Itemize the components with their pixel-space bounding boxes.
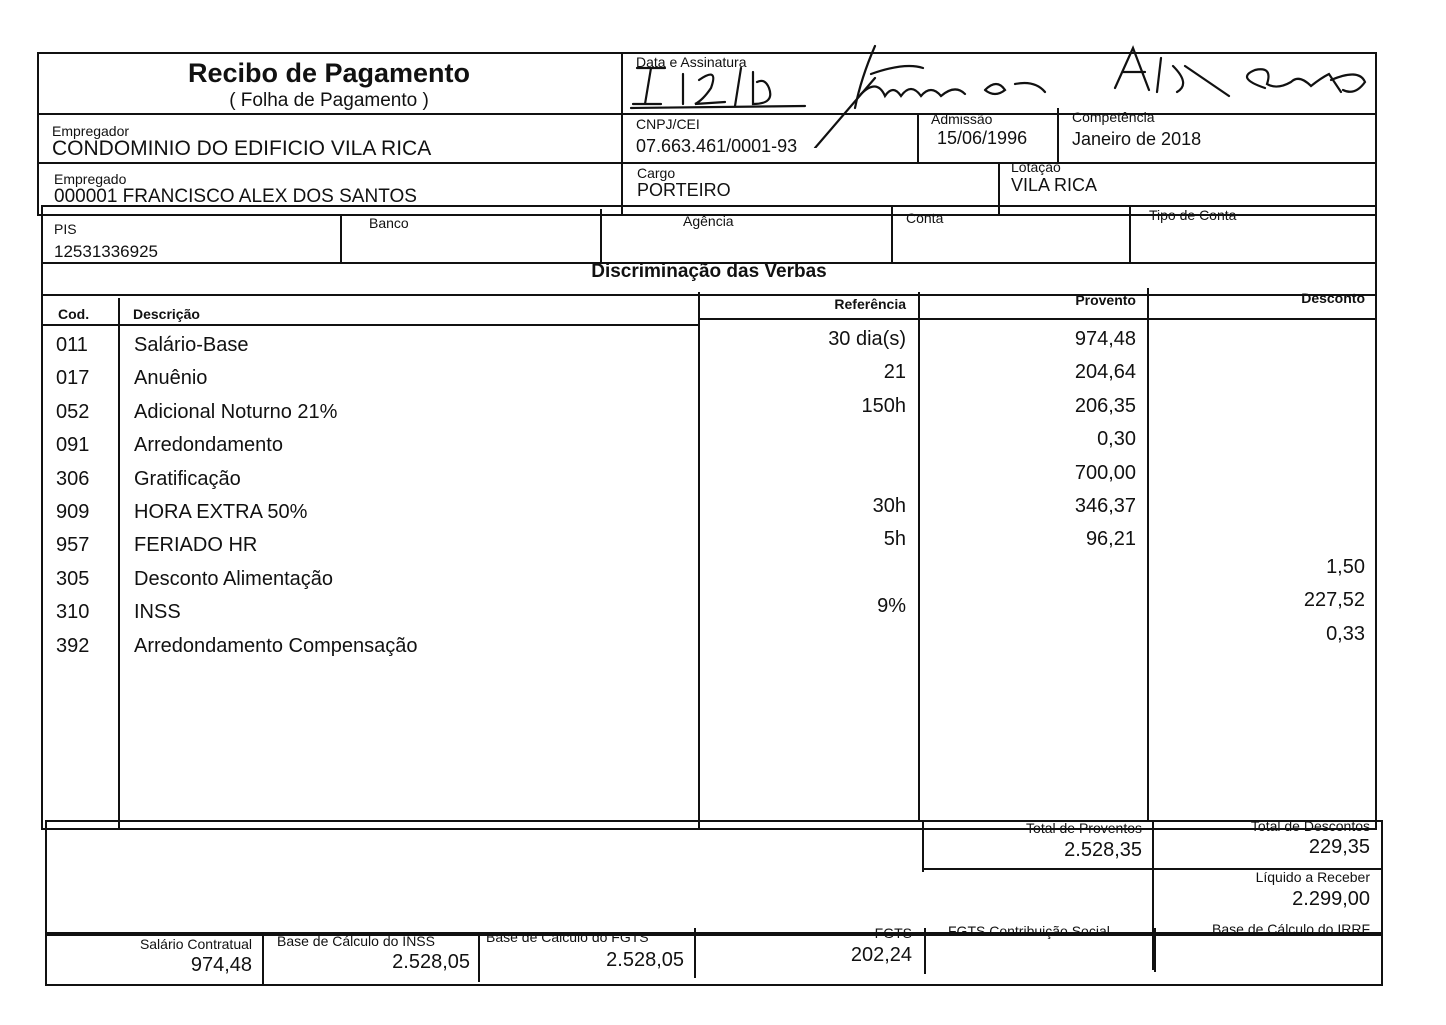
cargo-label: Cargo (637, 165, 676, 181)
row-cod: 091 (56, 434, 90, 456)
section-title: Discriminação das Verbas (591, 261, 827, 282)
row-cod: 392 (56, 635, 90, 657)
row-cod: 052 (56, 401, 90, 423)
row-cod: 011 (56, 334, 88, 356)
signature-label: Data e Assinatura (636, 54, 747, 70)
liquido-value: 2.299,00 (1292, 888, 1370, 910)
base-irrf-label: Base de Cálculo do IRRF (1212, 921, 1370, 937)
tipo-conta-label: Tipo de Conta (1149, 207, 1237, 223)
liquido-label: Líquido a Receber (1255, 869, 1370, 885)
row-descricao: Gratificação (134, 468, 241, 490)
agencia-label: Agência (683, 213, 734, 229)
row-desconto: 0,33 (1326, 623, 1365, 645)
total-descontos-value: 229,35 (1308, 836, 1370, 858)
col-cod: Cod. (58, 306, 90, 322)
salario-value: 974,48 (190, 954, 252, 976)
base-inss-value: 2.528,05 (392, 951, 470, 973)
row-referencia: 30 dia(s) (828, 328, 906, 350)
row-descricao: INSS (134, 601, 181, 623)
total-proventos-label: Total de Proventos (1026, 820, 1142, 836)
divider (924, 928, 926, 974)
row-descricao: Desconto Alimentação (134, 568, 334, 590)
divider (891, 207, 893, 264)
competencia-label: Competência (1072, 109, 1155, 125)
row-cod: 957 (56, 534, 90, 556)
row-provento: 700,00 (1074, 462, 1136, 484)
total-descontos-label: Total de Descontos (1250, 818, 1370, 834)
lotacao-value: VILA RICA (1011, 175, 1098, 195)
divider (621, 52, 623, 216)
row-provento: 974,48 (1074, 328, 1136, 350)
row-descricao: Anuênio (134, 367, 208, 389)
employer-label: Empregador (52, 123, 130, 139)
row-provento: 0,30 (1097, 428, 1136, 450)
total-proventos-value: 2.528,35 (1064, 839, 1142, 861)
row-desconto: 227,52 (1303, 589, 1365, 611)
row-descricao: Adicional Noturno 21% (134, 401, 338, 423)
employee-value: 000001 FRANCISCO ALEX DOS SANTOS (54, 186, 417, 207)
row-provento: 206,35 (1074, 395, 1136, 417)
fgts-label: FGTS (874, 925, 912, 941)
row-cod: 909 (56, 501, 90, 523)
row-desconto: 1,50 (1326, 556, 1365, 578)
row-descricao: FERIADO HR (134, 534, 258, 556)
col-descricao: Descrição (133, 306, 200, 322)
divider (478, 932, 480, 982)
divider (1147, 288, 1149, 822)
admissao-value: 15/06/1996 (937, 128, 1028, 148)
cnpj-value: 07.663.461/0001-93 (636, 136, 798, 156)
employer-value: CONDOMINIO DO EDIFICIO VILA RICA (52, 137, 432, 160)
pis-label: PIS (54, 221, 77, 237)
cnpj-label: CNPJ/CEI (636, 116, 700, 132)
employee-label: Empregado (54, 171, 127, 187)
divider (262, 932, 264, 986)
lotacao-label: Lotação (1011, 159, 1061, 175)
salario-label: Salário Contratual (139, 936, 252, 952)
row-referencia: 5h (883, 528, 906, 550)
row-provento: 204,64 (1074, 361, 1136, 383)
col-referencia: Referência (834, 296, 906, 312)
divider (340, 214, 342, 264)
base-fgts-label: Base de Cálculo do FGTS (486, 929, 649, 945)
row-cod: 017 (56, 367, 90, 389)
divider (1129, 205, 1131, 264)
row-provento: 96,21 (1085, 528, 1136, 550)
fgts-contrib-label: FGTS Contribuição Social (948, 923, 1110, 939)
base-inss-label: Base de Cálculo do INSS (277, 933, 435, 949)
row-descricao: Arredondamento Compensação (134, 635, 418, 657)
row-descricao: Arredondamento (134, 434, 283, 456)
page-subtitle: ( Folha de Pagamento ) (229, 90, 429, 111)
row-cod: 310 (56, 601, 90, 623)
col-desconto: Desconto (1301, 290, 1365, 306)
cargo-value: PORTEIRO (637, 180, 731, 200)
base-fgts-value: 2.528,05 (606, 949, 684, 971)
admissao-label: Admissão (931, 111, 993, 127)
row-provento: 346,37 (1074, 495, 1136, 517)
divider (600, 209, 602, 264)
divider (118, 298, 120, 830)
row-referencia: 21 (883, 361, 906, 383)
row-referencia: 150h (861, 395, 906, 417)
row-referencia: 30h (872, 495, 906, 517)
competencia-value: Janeiro de 2018 (1072, 129, 1202, 149)
row-referencia: 9% (877, 595, 906, 617)
row-descricao: HORA EXTRA 50% (134, 501, 308, 523)
conta-label: Conta (906, 210, 944, 226)
fgts-value: 202,24 (850, 944, 912, 966)
divider (698, 318, 1377, 320)
page-title: Recibo de Pagamento (187, 58, 471, 88)
divider (41, 324, 698, 326)
col-provento: Provento (1075, 292, 1136, 308)
pis-value: 12531336925 (54, 242, 159, 261)
row-cod: 305 (56, 568, 90, 590)
banco-label: Banco (369, 215, 409, 231)
row-descricao: Salário-Base (134, 334, 249, 356)
row-cod: 306 (56, 468, 90, 490)
divider (37, 162, 1377, 164)
